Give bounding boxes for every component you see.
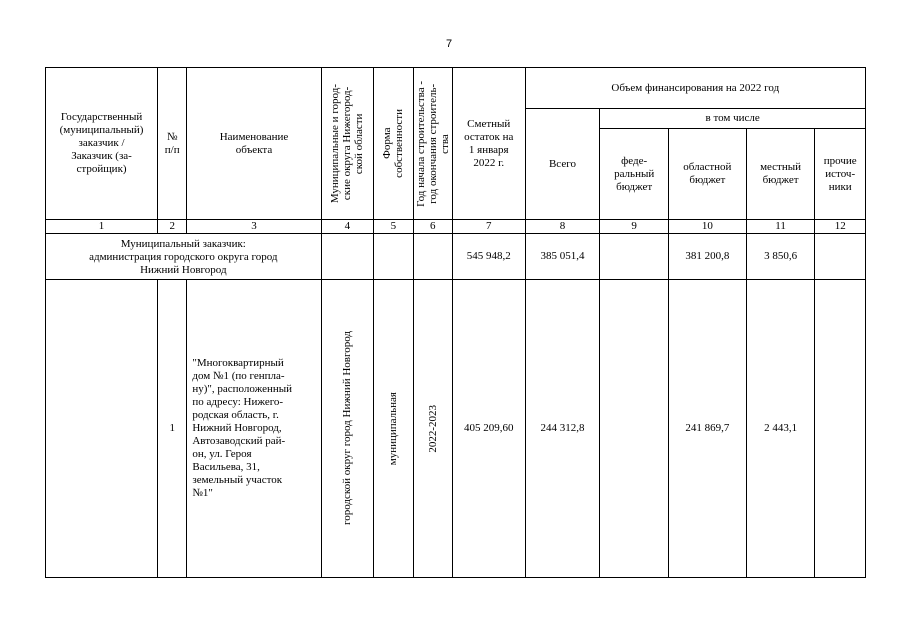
header-including: в том числе — [600, 109, 866, 129]
customer-regional: 381 200,8 — [668, 234, 746, 280]
column-number: 12 — [815, 220, 866, 234]
object-years-text: 2022-2023 — [426, 404, 439, 453]
object-federal — [600, 280, 669, 578]
customer-local: 3 850,6 — [746, 234, 815, 280]
header-ownership-text: Форма собственности — [381, 109, 406, 178]
object-other — [815, 280, 866, 578]
object-total: 244 312,8 — [525, 280, 600, 578]
header-num: № п/п — [158, 68, 187, 220]
header-local: местный бюджет — [746, 129, 815, 220]
header-customer: Государственный (муниципальный) заказчик / Заказчик (за- стройщик) — [46, 68, 158, 220]
customer-other — [815, 234, 866, 280]
header-municipality-text: Муниципальные и город- ские округа Нижегород- ской области — [329, 83, 366, 204]
customer-remaining: 545 948,2 — [452, 234, 525, 280]
object-municipality — [321, 280, 374, 578]
empty-cell — [321, 234, 374, 280]
object-row — [46, 280, 866, 578]
object-local: 2 443,1 — [746, 280, 815, 578]
object-years — [413, 280, 452, 578]
header-remaining: Сметный остаток на 1 января 2022 г. — [452, 68, 525, 220]
header-total: Всего — [525, 109, 600, 220]
column-number: 6 — [413, 220, 452, 234]
object-name: "Многоквартирный дом №1 (по генпла- ну)", расположенный по адресу: Нижего- родская область, г. Нижний Новгород, Автозаводский рай- он, ул. Героя Васильева, 31, земельный участок №1" — [187, 280, 321, 578]
header-municipality — [321, 68, 374, 220]
column-number: 10 — [668, 220, 746, 234]
column-number: 4 — [321, 220, 374, 234]
page-number: 7 — [446, 38, 453, 50]
object-regional: 241 869,7 — [668, 280, 746, 578]
financing-table — [45, 67, 866, 578]
header-years-text: Год начала строительства - год окончания строитель- ства — [414, 80, 451, 207]
customer-row — [46, 234, 866, 280]
column-numbers-row — [46, 220, 866, 234]
object-ownership — [374, 280, 413, 578]
object-ownership-text: муниципальная — [387, 391, 400, 466]
column-number: 9 — [600, 220, 669, 234]
object-remaining: 405 209,60 — [452, 280, 525, 578]
empty-cell — [374, 234, 413, 280]
object-num: 1 — [158, 280, 187, 578]
header-years — [413, 68, 452, 220]
header-object-name: Наименование объекта — [187, 68, 321, 220]
header-federal: феде- ральный бюджет — [600, 129, 669, 220]
column-number: 5 — [374, 220, 413, 234]
column-number: 2 — [158, 220, 187, 234]
header-other: прочие источ- ники — [815, 129, 866, 220]
column-number: 1 — [46, 220, 158, 234]
header-financing: Объем финансирования на 2022 год — [525, 68, 865, 109]
header-regional: областной бюджет — [668, 129, 746, 220]
customer-federal — [600, 234, 669, 280]
customer-total: 385 051,4 — [525, 234, 600, 280]
column-number: 8 — [525, 220, 600, 234]
column-number: 3 — [187, 220, 321, 234]
customer-name: Муниципальный заказчик: администрация городского округа город Нижний Новгород — [46, 234, 322, 280]
empty-cell — [413, 234, 452, 280]
empty-cell — [46, 280, 158, 578]
header-row-1 — [46, 68, 866, 109]
header-ownership — [374, 68, 413, 220]
column-number: 11 — [746, 220, 815, 234]
column-number: 7 — [452, 220, 525, 234]
object-municipality-text: городской округ город Нижний Новгород — [341, 331, 354, 526]
